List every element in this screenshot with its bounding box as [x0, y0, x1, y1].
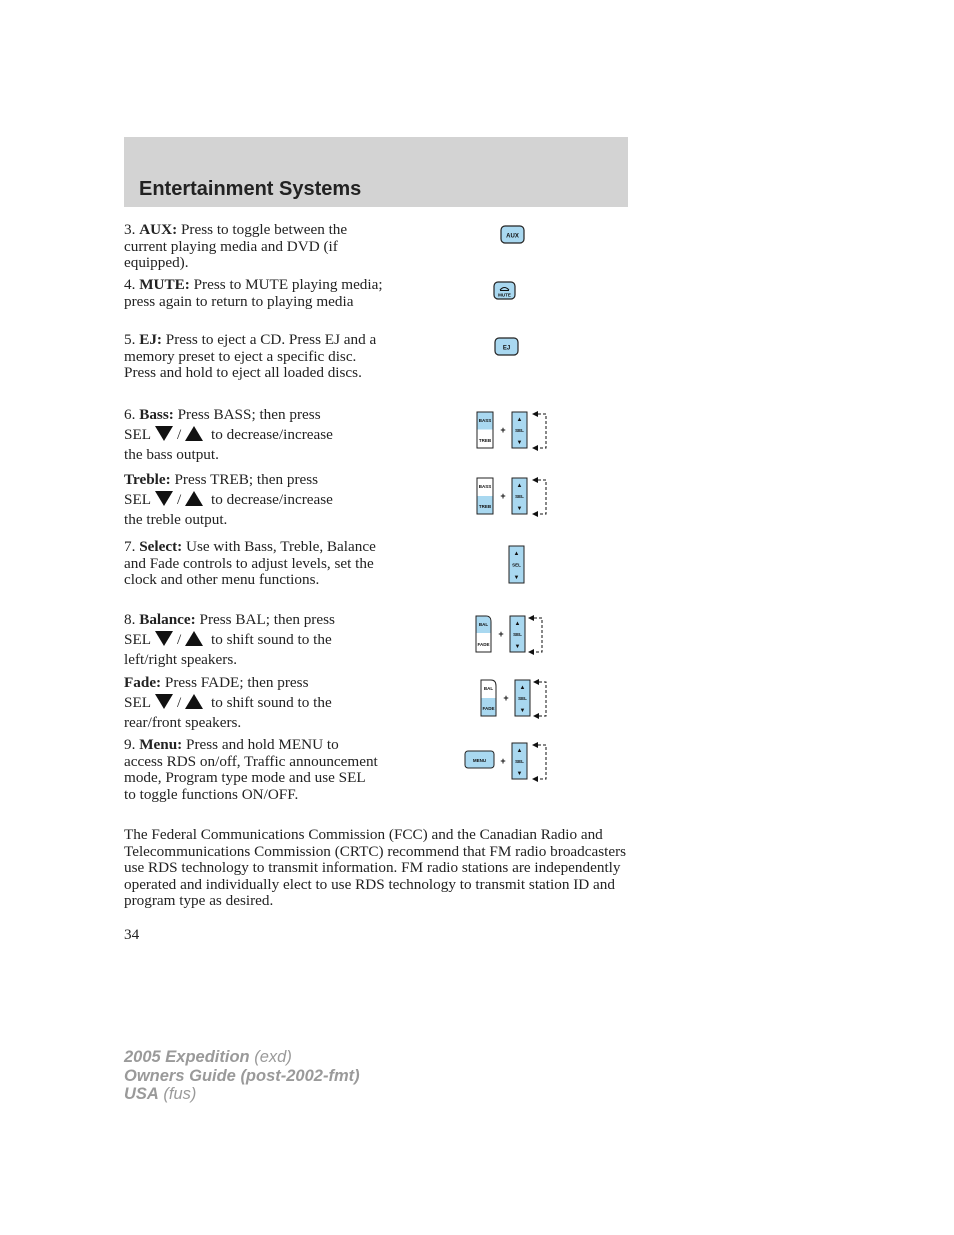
item-treble: Treble: Press TREB; then press SEL / to decrease/increase the treble output.	[124, 471, 333, 528]
svg-text:▲: ▲	[516, 748, 523, 754]
down-arrow-icon	[155, 426, 173, 441]
down-arrow-icon	[155, 491, 173, 506]
mute-button-illustration	[493, 281, 517, 301]
item-aux: 3. AUX: Press to toggle between the current playing media and DVD (if equipped).	[124, 221, 348, 272]
svg-text:▲: ▲	[513, 551, 520, 557]
select-illustration	[507, 544, 529, 586]
item-menu: 9. Menu: Press and hold MENU to access RDS on/off, Traffic announcement mode, Program type mode and use SEL to toggle functions ON/OFF.	[124, 736, 378, 803]
item-balance: 8. Balance: Press BAL; then press SEL / to shift sound to the left/right speakers.	[124, 611, 335, 668]
svg-text:FADE: FADE	[477, 642, 490, 647]
svg-text:▼: ▼	[519, 708, 526, 714]
svg-text:+: +	[500, 491, 506, 501]
svg-text:▲: ▲	[514, 621, 521, 627]
svg-text:+: +	[500, 756, 506, 766]
down-arrow-icon	[155, 631, 173, 646]
item-mute: 4. MUTE: Press to MUTE playing media; press again to return to playing media	[124, 276, 383, 310]
svg-text:BAL: BAL	[483, 686, 494, 691]
rds-paragraph: The Federal Communications Commission (FCC) and the Canadian Radio and Telecommunications Commission (CRTC) recommend that FM radio broadcasters use RDS technology to transmit information. FM radio stations are independently operated and individually elect to use RDS technology to transmit station ID and program type as desired.	[124, 826, 627, 910]
svg-text:TREB: TREB	[478, 504, 492, 509]
document-footer: 2005 Expedition (exd) Owners Guide (post-2002-fmt) USA (fus)	[124, 1048, 360, 1103]
balance-sel-illustration	[472, 612, 550, 658]
svg-text:▼: ▼	[516, 506, 523, 512]
item-bass: 6. Bass: Press BASS; then press SEL / to decrease/increase the bass output.	[124, 406, 333, 463]
svg-text:+: +	[503, 693, 509, 703]
up-arrow-icon	[185, 491, 203, 506]
svg-text:SEL: SEL	[515, 759, 524, 764]
menu-sel-illustration	[462, 739, 552, 785]
up-arrow-icon	[185, 426, 203, 441]
svg-text:▲: ▲	[516, 483, 523, 489]
svg-text:SEL: SEL	[513, 632, 522, 637]
page-number: 34	[124, 926, 140, 943]
section-title: Entertainment Systems	[139, 178, 362, 200]
svg-text:FADE: FADE	[482, 706, 495, 711]
svg-text:BASS: BASS	[478, 418, 492, 423]
up-arrow-icon	[185, 694, 203, 709]
ej-button-illustration	[494, 337, 520, 357]
svg-text:SEL: SEL	[518, 696, 527, 701]
down-arrow-icon	[155, 694, 173, 709]
fade-sel-illustration	[477, 676, 553, 722]
svg-text:SEL: SEL	[515, 428, 524, 433]
svg-text:TREB: TREB	[478, 438, 492, 443]
svg-text:▲: ▲	[516, 417, 523, 423]
item-fade: Fade: Press FADE; then press SEL / to shift sound to the rear/front speakers.	[124, 674, 332, 731]
svg-text:MENU: MENU	[472, 758, 487, 763]
svg-text:+: +	[500, 425, 506, 435]
bass-sel-illustration	[474, 408, 552, 454]
item-select: 7. Select: Use with Bass, Treble, Balance and Fade controls to adjust levels, set the clock and other menu functions.	[124, 538, 376, 589]
svg-text:▲: ▲	[519, 685, 526, 691]
section-header	[124, 137, 628, 207]
svg-text:+: +	[498, 629, 504, 639]
svg-text:▼: ▼	[516, 440, 523, 446]
svg-text:BASS: BASS	[478, 484, 492, 489]
treble-sel-illustration	[474, 474, 552, 520]
svg-text:▼: ▼	[513, 575, 520, 581]
svg-text:BAL: BAL	[478, 622, 489, 627]
aux-button-illustration	[500, 225, 526, 245]
svg-text:SEL: SEL	[515, 494, 524, 499]
item-ej: 5. EJ: Press to eject a CD. Press EJ and a memory preset to eject a specific disc. Press and hold to eject all loaded discs.	[124, 331, 377, 382]
svg-text:SEL: SEL	[512, 562, 521, 568]
mute-label: MUTE	[498, 292, 511, 298]
svg-text:▼: ▼	[516, 771, 523, 777]
svg-text:▼: ▼	[514, 644, 521, 650]
aux-label: AUX	[506, 233, 519, 240]
ej-label: EJ	[502, 345, 511, 352]
up-arrow-icon	[185, 631, 203, 646]
